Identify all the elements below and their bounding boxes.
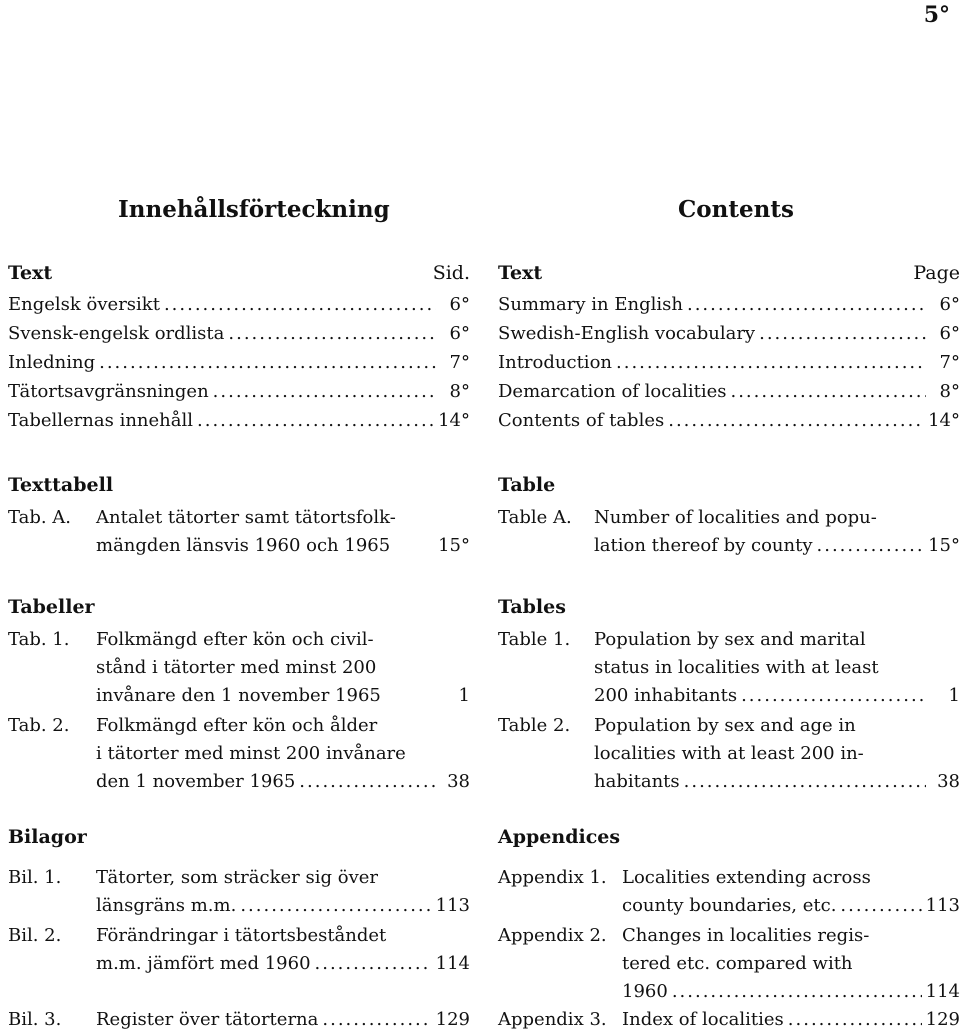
leader-dots xyxy=(684,768,926,796)
english-text-section xyxy=(498,262,960,435)
entry-text: Folkmängd efter kön och ålder xyxy=(96,715,378,736)
entry-page: 38 xyxy=(937,771,960,792)
entry-page: 113 xyxy=(925,895,960,916)
section-heading xyxy=(8,474,470,502)
section-heading xyxy=(498,262,960,290)
heading-text: Text xyxy=(498,262,543,284)
entry-number: Bil. 3. xyxy=(8,1009,62,1030)
entry-number: Appendix 2. xyxy=(498,925,607,946)
entry-page: 114 xyxy=(925,981,960,1002)
toc-label: Tabellernas innehåll xyxy=(8,410,194,431)
leader-dots xyxy=(616,348,926,377)
toc-label: Demarcation of localities xyxy=(498,381,727,402)
section-heading xyxy=(8,826,470,854)
toc-page: 6° xyxy=(939,323,960,344)
entry-text: Folkmängd efter kön och civil- xyxy=(96,629,374,650)
entry-text: lation thereof by county xyxy=(594,535,813,556)
leader-dots xyxy=(228,319,436,348)
toc-entry[interactable] xyxy=(8,864,470,920)
entry-text: county boundaries, etc. xyxy=(622,895,837,916)
leader-dots xyxy=(315,950,432,978)
toc-page: 7° xyxy=(939,352,960,373)
toc-row[interactable] xyxy=(498,377,960,406)
entry-text: Register över tätorterna xyxy=(96,1009,319,1030)
toc-label: Contents of tables xyxy=(498,410,665,431)
section-heading xyxy=(498,826,960,854)
leader-dots xyxy=(240,892,431,920)
leader-dots xyxy=(164,290,436,319)
toc-label: Introduction xyxy=(498,352,612,373)
entry-text: Localities extending across xyxy=(622,867,871,888)
entry-number: Table A. xyxy=(498,507,572,528)
entry-page: 113 xyxy=(435,895,470,916)
toc-label: Engelsk översikt xyxy=(8,294,160,315)
entry-text: Changes in localities regis- xyxy=(622,925,870,946)
entry-text: Antalet tätorter samt tätortsfolk- xyxy=(96,507,396,528)
toc-entry[interactable] xyxy=(8,504,470,560)
entry-text: status in localities with at least xyxy=(594,657,879,678)
entry-page: 114 xyxy=(435,953,470,974)
toc-entry[interactable] xyxy=(498,712,960,796)
entry-text: m.m. jämfört med 1960 xyxy=(96,953,311,974)
toc-entry[interactable] xyxy=(498,864,960,920)
toc-entry[interactable] xyxy=(8,712,470,796)
toc-entry[interactable] xyxy=(8,922,470,978)
entry-number: Table 1. xyxy=(498,629,571,650)
appendices-section xyxy=(498,826,960,854)
toc-page: 6° xyxy=(449,294,470,315)
tables-section xyxy=(498,596,960,624)
entry-page: 38 xyxy=(447,771,470,792)
entry-text: i tätorter med minst 200 invånare xyxy=(96,743,406,764)
entry-number: Table 2. xyxy=(498,715,571,736)
toc-entry[interactable] xyxy=(498,626,960,710)
leader-dots xyxy=(668,406,924,435)
entry-page: 15° xyxy=(438,535,470,556)
leader-dots xyxy=(672,978,922,1006)
heading-text: Texttabell xyxy=(8,474,114,496)
tabeller-section xyxy=(8,596,470,624)
entry-text: stånd i tätorter med minst 200 xyxy=(96,657,377,678)
entry-text: invånare den 1 november 1965 xyxy=(96,685,381,706)
leader-dots xyxy=(299,768,436,796)
entry-number: Appendix 1. xyxy=(498,867,607,888)
toc-row[interactable] xyxy=(498,348,960,377)
entry-text: tered etc. compared with xyxy=(622,953,853,974)
leader-dots xyxy=(322,1006,431,1034)
leader-dots xyxy=(213,377,436,406)
toc-page: 6° xyxy=(449,323,470,344)
heading-text: Table xyxy=(498,474,556,496)
toc-label: Swedish-English vocabulary xyxy=(498,323,756,344)
entry-text: Population by sex and marital xyxy=(594,629,866,650)
leader-dots xyxy=(788,1006,922,1034)
heading-text: Text xyxy=(8,262,53,284)
toc-page: 7° xyxy=(449,352,470,373)
entry-number: Bil. 2. xyxy=(8,925,62,946)
toc-label: Inledning xyxy=(8,352,96,373)
page-column-label: Sid. xyxy=(432,262,470,284)
toc-page: 6° xyxy=(939,294,960,315)
toc-page: 8° xyxy=(449,381,470,402)
entry-page: 129 xyxy=(925,1009,960,1030)
entry-page: 15° xyxy=(928,535,960,556)
entry-text: Number of localities and popu- xyxy=(594,507,877,528)
leader-dots xyxy=(730,377,926,406)
entry-text: habitants xyxy=(594,771,680,792)
leader-dots xyxy=(817,532,925,560)
english-title: Contents xyxy=(678,196,794,223)
toc-row[interactable] xyxy=(8,406,470,435)
entry-number: Tab. 2. xyxy=(8,715,70,736)
entry-page: 1 xyxy=(948,685,960,706)
toc-row[interactable] xyxy=(498,406,960,435)
toc-row[interactable] xyxy=(498,290,960,319)
entry-number: Bil. 1. xyxy=(8,867,62,888)
entry-number: Appendix 3. xyxy=(498,1009,607,1030)
toc-label: Tätortsavgränsningen xyxy=(8,381,209,402)
leader-dots xyxy=(197,406,434,435)
section-heading xyxy=(8,262,470,290)
page-column-label: Page xyxy=(913,262,960,284)
heading-text: Tables xyxy=(498,596,566,618)
entry-text: Tätorter, som sträcker sig över xyxy=(96,867,378,888)
heading-text: Tabeller xyxy=(8,596,95,618)
toc-row[interactable] xyxy=(8,377,470,406)
toc-label: Summary in English xyxy=(498,294,683,315)
entry-page: 1 xyxy=(458,685,470,706)
toc-entry[interactable] xyxy=(8,1006,470,1034)
leader-dots xyxy=(840,892,921,920)
toc-row[interactable] xyxy=(8,348,470,377)
entry-number: Tab. A. xyxy=(8,507,72,528)
leader-dots xyxy=(759,319,926,348)
toc-page: 8° xyxy=(939,381,960,402)
toc-entry[interactable] xyxy=(8,626,470,710)
toc-row[interactable] xyxy=(8,319,470,348)
entry-text: Index of localities xyxy=(622,1009,784,1030)
section-heading xyxy=(498,474,960,502)
entry-text: länsgräns m.m. xyxy=(96,895,237,916)
table-section xyxy=(498,474,960,502)
entry-text: 1960 xyxy=(622,981,668,1002)
leader-dots xyxy=(687,290,926,319)
toc-row[interactable] xyxy=(498,319,960,348)
leader-dots xyxy=(99,348,436,377)
swedish-title: Innehållsförteckning xyxy=(118,196,390,223)
entry-text: 200 inhabitants xyxy=(594,685,738,706)
toc-page: 14° xyxy=(438,410,470,431)
leader-dots xyxy=(741,682,926,710)
entry-text: den 1 november 1965 xyxy=(96,771,296,792)
page-number: 5° xyxy=(923,2,950,28)
section-heading xyxy=(498,596,960,624)
entry-text: localities with at least 200 in- xyxy=(594,743,864,764)
swedish-text-section xyxy=(8,262,470,435)
texttabell-section xyxy=(8,474,470,502)
toc-row[interactable] xyxy=(8,290,470,319)
entry-text: Population by sex and age in xyxy=(594,715,856,736)
entry-text: mängden länsvis 1960 och 1965 xyxy=(96,535,391,556)
toc-entry[interactable] xyxy=(498,1006,960,1034)
entry-page: 129 xyxy=(435,1009,470,1030)
toc-entry[interactable] xyxy=(498,504,960,560)
bilagor-section xyxy=(8,826,470,854)
entry-text: Förändringar i tätortsbeståndet xyxy=(96,925,387,946)
toc-entry[interactable] xyxy=(498,922,960,1006)
section-heading xyxy=(8,596,470,624)
heading-text: Bilagor xyxy=(8,826,87,848)
entry-number: Tab. 1. xyxy=(8,629,70,650)
heading-text: Appendices xyxy=(498,826,621,848)
toc-page: 14° xyxy=(928,410,960,431)
toc-label: Svensk-engelsk ordlista xyxy=(8,323,225,344)
